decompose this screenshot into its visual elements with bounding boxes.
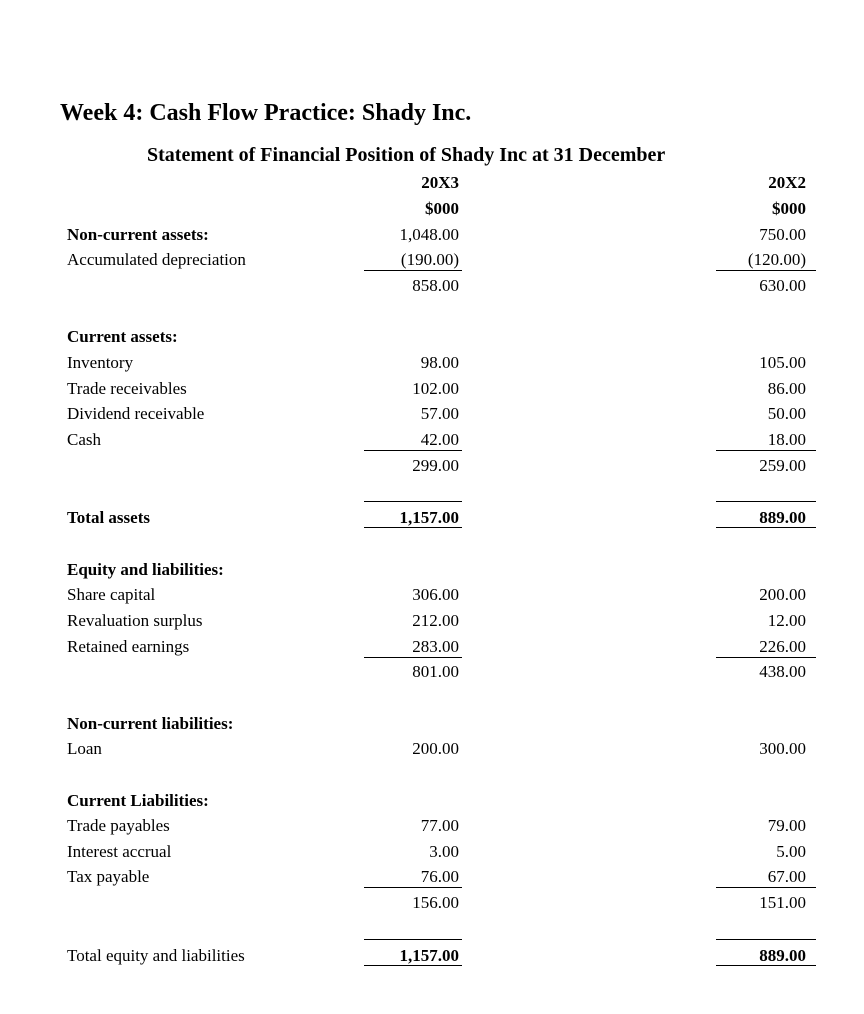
section-heading-non-current-assets: Non-current assets: — [67, 225, 209, 244]
total-assets-20x3: 1,157.00 — [399, 508, 459, 527]
loan-20x2: 300.00 — [759, 739, 806, 758]
loan-20x3: 200.00 — [412, 739, 459, 758]
trade-receivables-20x2: 86.00 — [767, 379, 806, 398]
trade-payables-20x2: 79.00 — [767, 816, 806, 835]
row-label-retained-earnings: Retained earnings — [67, 637, 190, 656]
rule-line — [364, 450, 462, 451]
rule-line — [716, 965, 816, 966]
row-label-trade-receivables: Trade receivables — [67, 379, 187, 398]
rule-line — [716, 270, 816, 271]
share-capital-20x2: 200.00 — [759, 585, 806, 604]
retained-earnings-20x2: 226.00 — [759, 637, 806, 656]
rule-line — [364, 657, 462, 658]
nca-net-20x3: 858.00 — [412, 276, 459, 295]
row-label-dividend-receivable: Dividend receivable — [67, 404, 205, 423]
cash-20x3: 42.00 — [420, 430, 459, 449]
current-assets-subtotal-20x3: 299.00 — [412, 456, 459, 475]
nca-gross-20x2: 750.00 — [759, 225, 806, 244]
equity-subtotal-20x3: 801.00 — [412, 662, 459, 681]
inventory-20x3: 98.00 — [420, 353, 459, 372]
row-label-trade-payables: Trade payables — [67, 816, 170, 835]
trade-receivables-20x3: 102.00 — [412, 379, 459, 398]
row-label-cash: Cash — [67, 430, 101, 449]
rule-line — [716, 450, 816, 451]
depreciation-20x2: (120.00) — [747, 250, 806, 269]
revaluation-surplus-20x3: 212.00 — [412, 611, 459, 630]
row-label-revaluation-surplus: Revaluation surplus — [67, 611, 203, 630]
column-unit-20x2: $000 — [772, 199, 806, 218]
depreciation-20x3: (190.00) — [400, 250, 459, 269]
column-header-year-20x3: 20X3 — [421, 173, 459, 192]
row-label-inventory: Inventory — [67, 353, 134, 372]
tax-payable-20x2: 67.00 — [767, 867, 806, 886]
tax-payable-20x3: 76.00 — [420, 867, 459, 886]
current-assets-subtotal-20x2: 259.00 — [759, 456, 806, 475]
dividend-receivable-20x2: 50.00 — [767, 404, 806, 423]
retained-earnings-20x3: 283.00 — [412, 637, 459, 656]
rule-line — [364, 939, 462, 940]
equity-subtotal-20x2: 438.00 — [759, 662, 806, 681]
rule-line — [364, 270, 462, 271]
row-label-interest-accrual: Interest accrual — [67, 842, 172, 861]
row-label-accumulated-depreciation: Accumulated depreciation — [67, 250, 246, 269]
rule-line — [716, 887, 816, 888]
inventory-20x2: 105.00 — [759, 353, 806, 372]
total-assets-20x2: 889.00 — [759, 508, 806, 527]
interest-accrual-20x3: 3.00 — [429, 842, 459, 861]
row-label-share-capital: Share capital — [67, 585, 156, 604]
rule-line — [364, 887, 462, 888]
current-liabilities-subtotal-20x2: 151.00 — [759, 893, 806, 912]
rule-line — [716, 527, 816, 528]
section-heading-non-current-liabilities: Non-current liabilities: — [67, 714, 234, 733]
revaluation-surplus-20x2: 12.00 — [767, 611, 806, 630]
rule-line — [716, 657, 816, 658]
column-header-year-20x2: 20X2 — [768, 173, 806, 192]
total-equity-liabilities-20x3: 1,157.00 — [399, 946, 459, 965]
section-heading-equity-liabilities: Equity and liabilities: — [67, 560, 224, 579]
section-heading-current-liabilities: Current Liabilities: — [67, 791, 209, 810]
row-label-loan: Loan — [67, 739, 102, 758]
statement-title: Statement of Financial Position of Shady Inc at 31 December — [147, 144, 666, 166]
rule-line — [364, 501, 462, 502]
dividend-receivable-20x3: 57.00 — [420, 404, 459, 423]
column-unit-20x3: $000 — [425, 199, 459, 218]
rule-line — [716, 939, 816, 940]
nca-net-20x2: 630.00 — [759, 276, 806, 295]
rule-line — [364, 965, 462, 966]
row-label-tax-payable: Tax payable — [67, 867, 150, 886]
share-capital-20x3: 306.00 — [412, 585, 459, 604]
interest-accrual-20x2: 5.00 — [776, 842, 806, 861]
section-heading-current-assets: Current assets: — [67, 327, 178, 346]
trade-payables-20x3: 77.00 — [420, 816, 459, 835]
row-label-total-equity-liabilities: Total equity and liabilities — [67, 946, 245, 965]
page-title: Week 4: Cash Flow Practice: Shady Inc. — [60, 100, 472, 126]
total-equity-liabilities-20x2: 889.00 — [759, 946, 806, 965]
rule-line — [364, 527, 462, 528]
nca-gross-20x3: 1,048.00 — [399, 225, 459, 244]
current-liabilities-subtotal-20x3: 156.00 — [412, 893, 459, 912]
cash-20x2: 18.00 — [767, 430, 806, 449]
row-label-total-assets: Total assets — [67, 508, 150, 527]
rule-line — [716, 501, 816, 502]
